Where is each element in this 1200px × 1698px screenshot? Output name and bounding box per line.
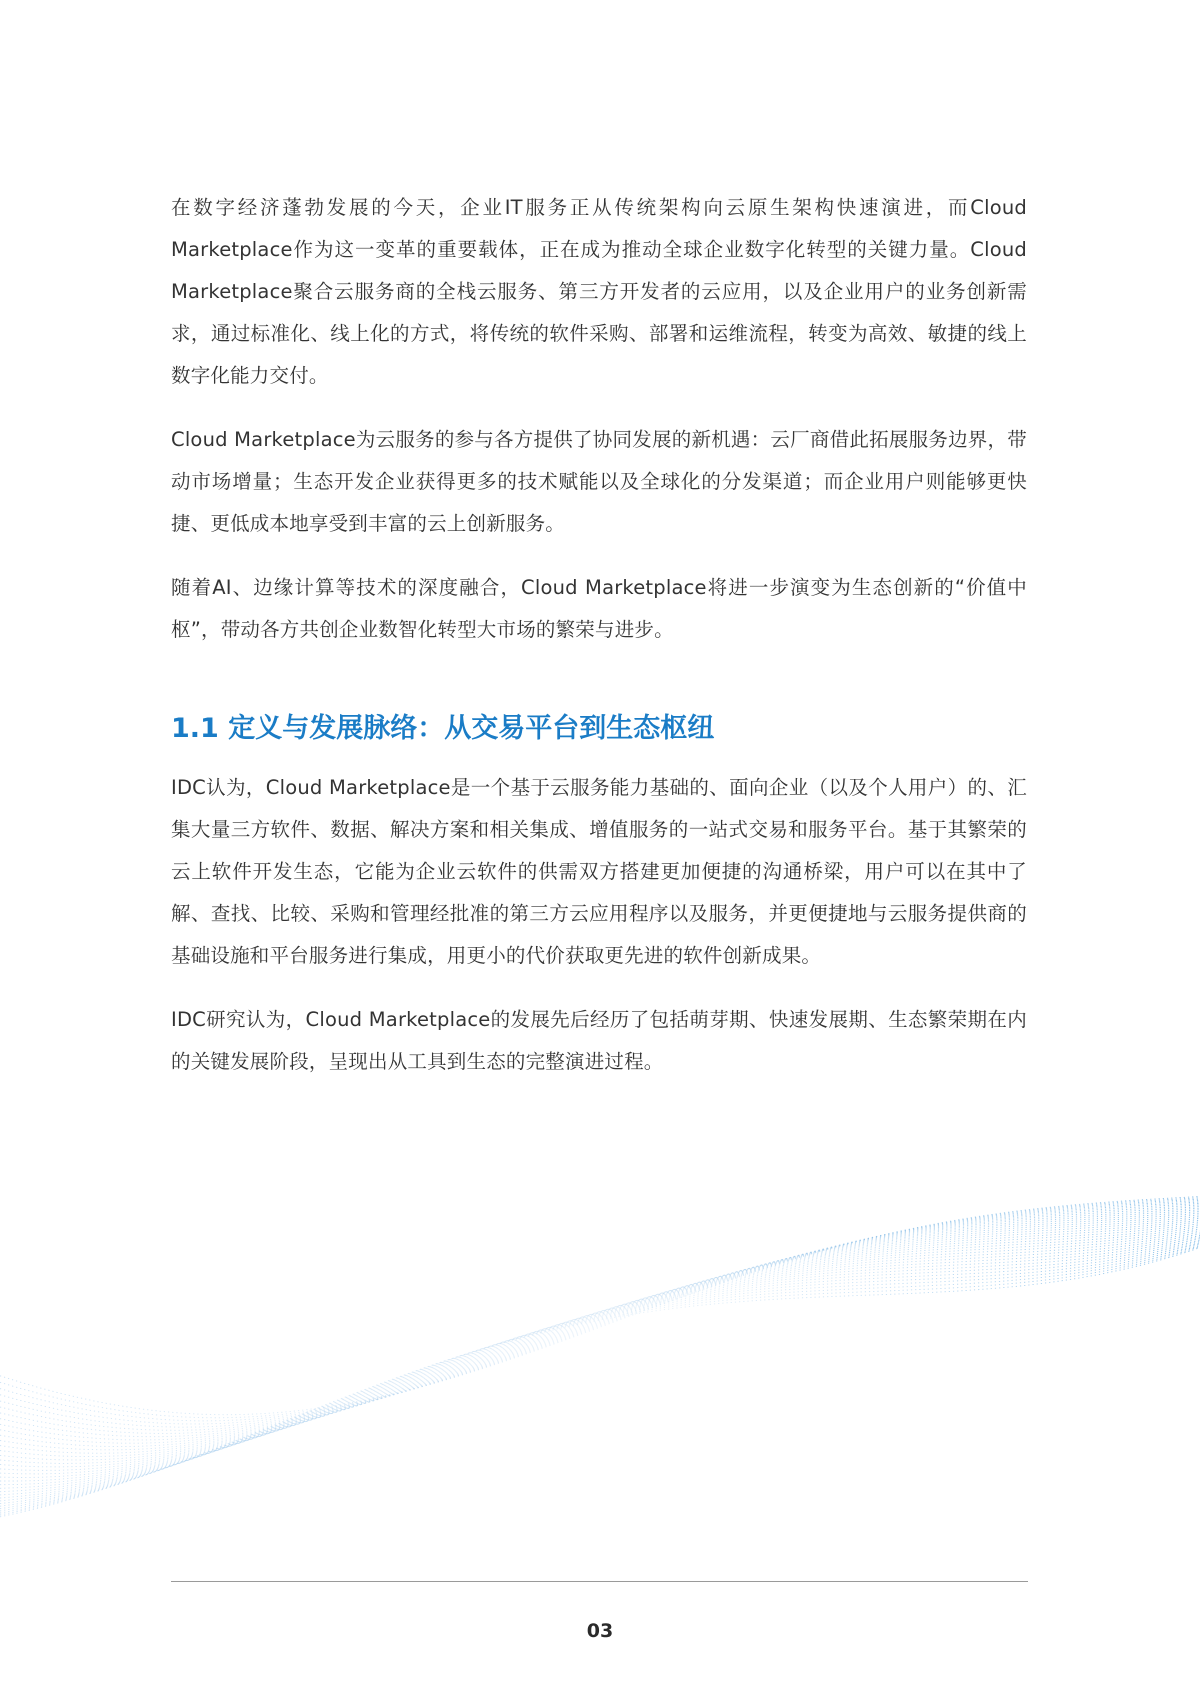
wave-line	[0, 1231, 1200, 1485]
wave-line	[0, 1220, 1200, 1463]
footer-divider	[171, 1581, 1028, 1582]
section-paragraph-1: IDC认为，Cloud Marketplace是一个基于云服务能力基础的、面向企业（以及个人用户）的、汇集大量三方软件、数据、解决方案和相关集成、增值服务的一站式交易和服务平台。基于其繁荣的云上软件开发生态，它能为企业云软件的供需双方搭建更加便捷的沟通桥梁，用户可以在其中了解、查找、比较、采购和管理经批准的第三方云应用程序以及服务，并更便捷地与云服务提供商的基础设施和平台服务进行集成，用更小的代价获取更先进的软件创新成果。	[171, 776, 1027, 967]
decorative-dotted-wave	[0, 1130, 1200, 1580]
wave-line	[0, 1205, 1200, 1434]
wave-line	[0, 1225, 1200, 1474]
wave-line	[0, 1244, 1200, 1511]
wave-line	[0, 1215, 1200, 1454]
intro-paragraph-2: Cloud Marketplace为云服务的参与各方提供了协同发展的新机遇：云厂商借此拓展服务边界，带动市场增量；生态开发企业获得更多的技术赋能以及全球化的分发渠道；而企业用户则能够更快捷、更低成本地享受到丰富的云上创新服务。	[171, 428, 1027, 535]
wave-line	[0, 1222, 1200, 1467]
wave-line	[0, 1199, 1200, 1421]
intro-paragraph-1: 在数字经济蓬勃发展的今天，企业IT服务正从传统架构向云原生架构快速演进，而Cloud Marketplace作为这一变革的重要载体，正在成为推动全球企业数字化转型的关键力量。Cloud Marketplace聚合云服务商的全栈云服务、第三方开发者的云应用，以及企业用户的业务创新需求，通过标准化、线上化的方式，将传统的软件采购、部署和运维流程，转变为高效、敏捷的线上数字化能力交付。	[171, 196, 1027, 387]
page-number: 03	[586, 1620, 614, 1642]
intro-paragraph-3: 随着AI、边缘计算等技术的深度融合，Cloud Marketplace将进一步演变为生态创新的“价值中枢”，带动各方共创企业数智化转型大市场的繁荣与进步。	[171, 576, 1027, 641]
wave-line	[0, 1218, 1200, 1460]
section-heading: 1.1 定义与发展脉络：从交易平台到生态枢纽	[171, 713, 715, 744]
wave-line	[0, 1203, 1200, 1430]
wave-line	[0, 1198, 1200, 1418]
wave-line	[0, 1197, 1200, 1415]
wave-line	[0, 1213, 1200, 1450]
wave-line	[0, 1211, 1200, 1446]
wave-line	[0, 1239, 1200, 1501]
wave-line	[0, 1229, 1200, 1481]
wave-line	[0, 1247, 1200, 1516]
wave-line	[0, 1217, 1200, 1457]
main-content	[171, 187, 1027, 1105]
section-paragraph-2: IDC研究认为，Cloud Marketplace的发展先后经历了包括萌芽期、快速发展期、生态繁荣期在内的关键发展阶段，呈现出从工具到生态的完整演进过程。	[171, 1008, 1027, 1073]
wave-line	[0, 1210, 1200, 1444]
wave-line	[0, 1248, 1200, 1517]
wave-line	[0, 1245, 1200, 1513]
wave-line	[0, 1202, 1200, 1427]
wave-line	[0, 1242, 1200, 1507]
